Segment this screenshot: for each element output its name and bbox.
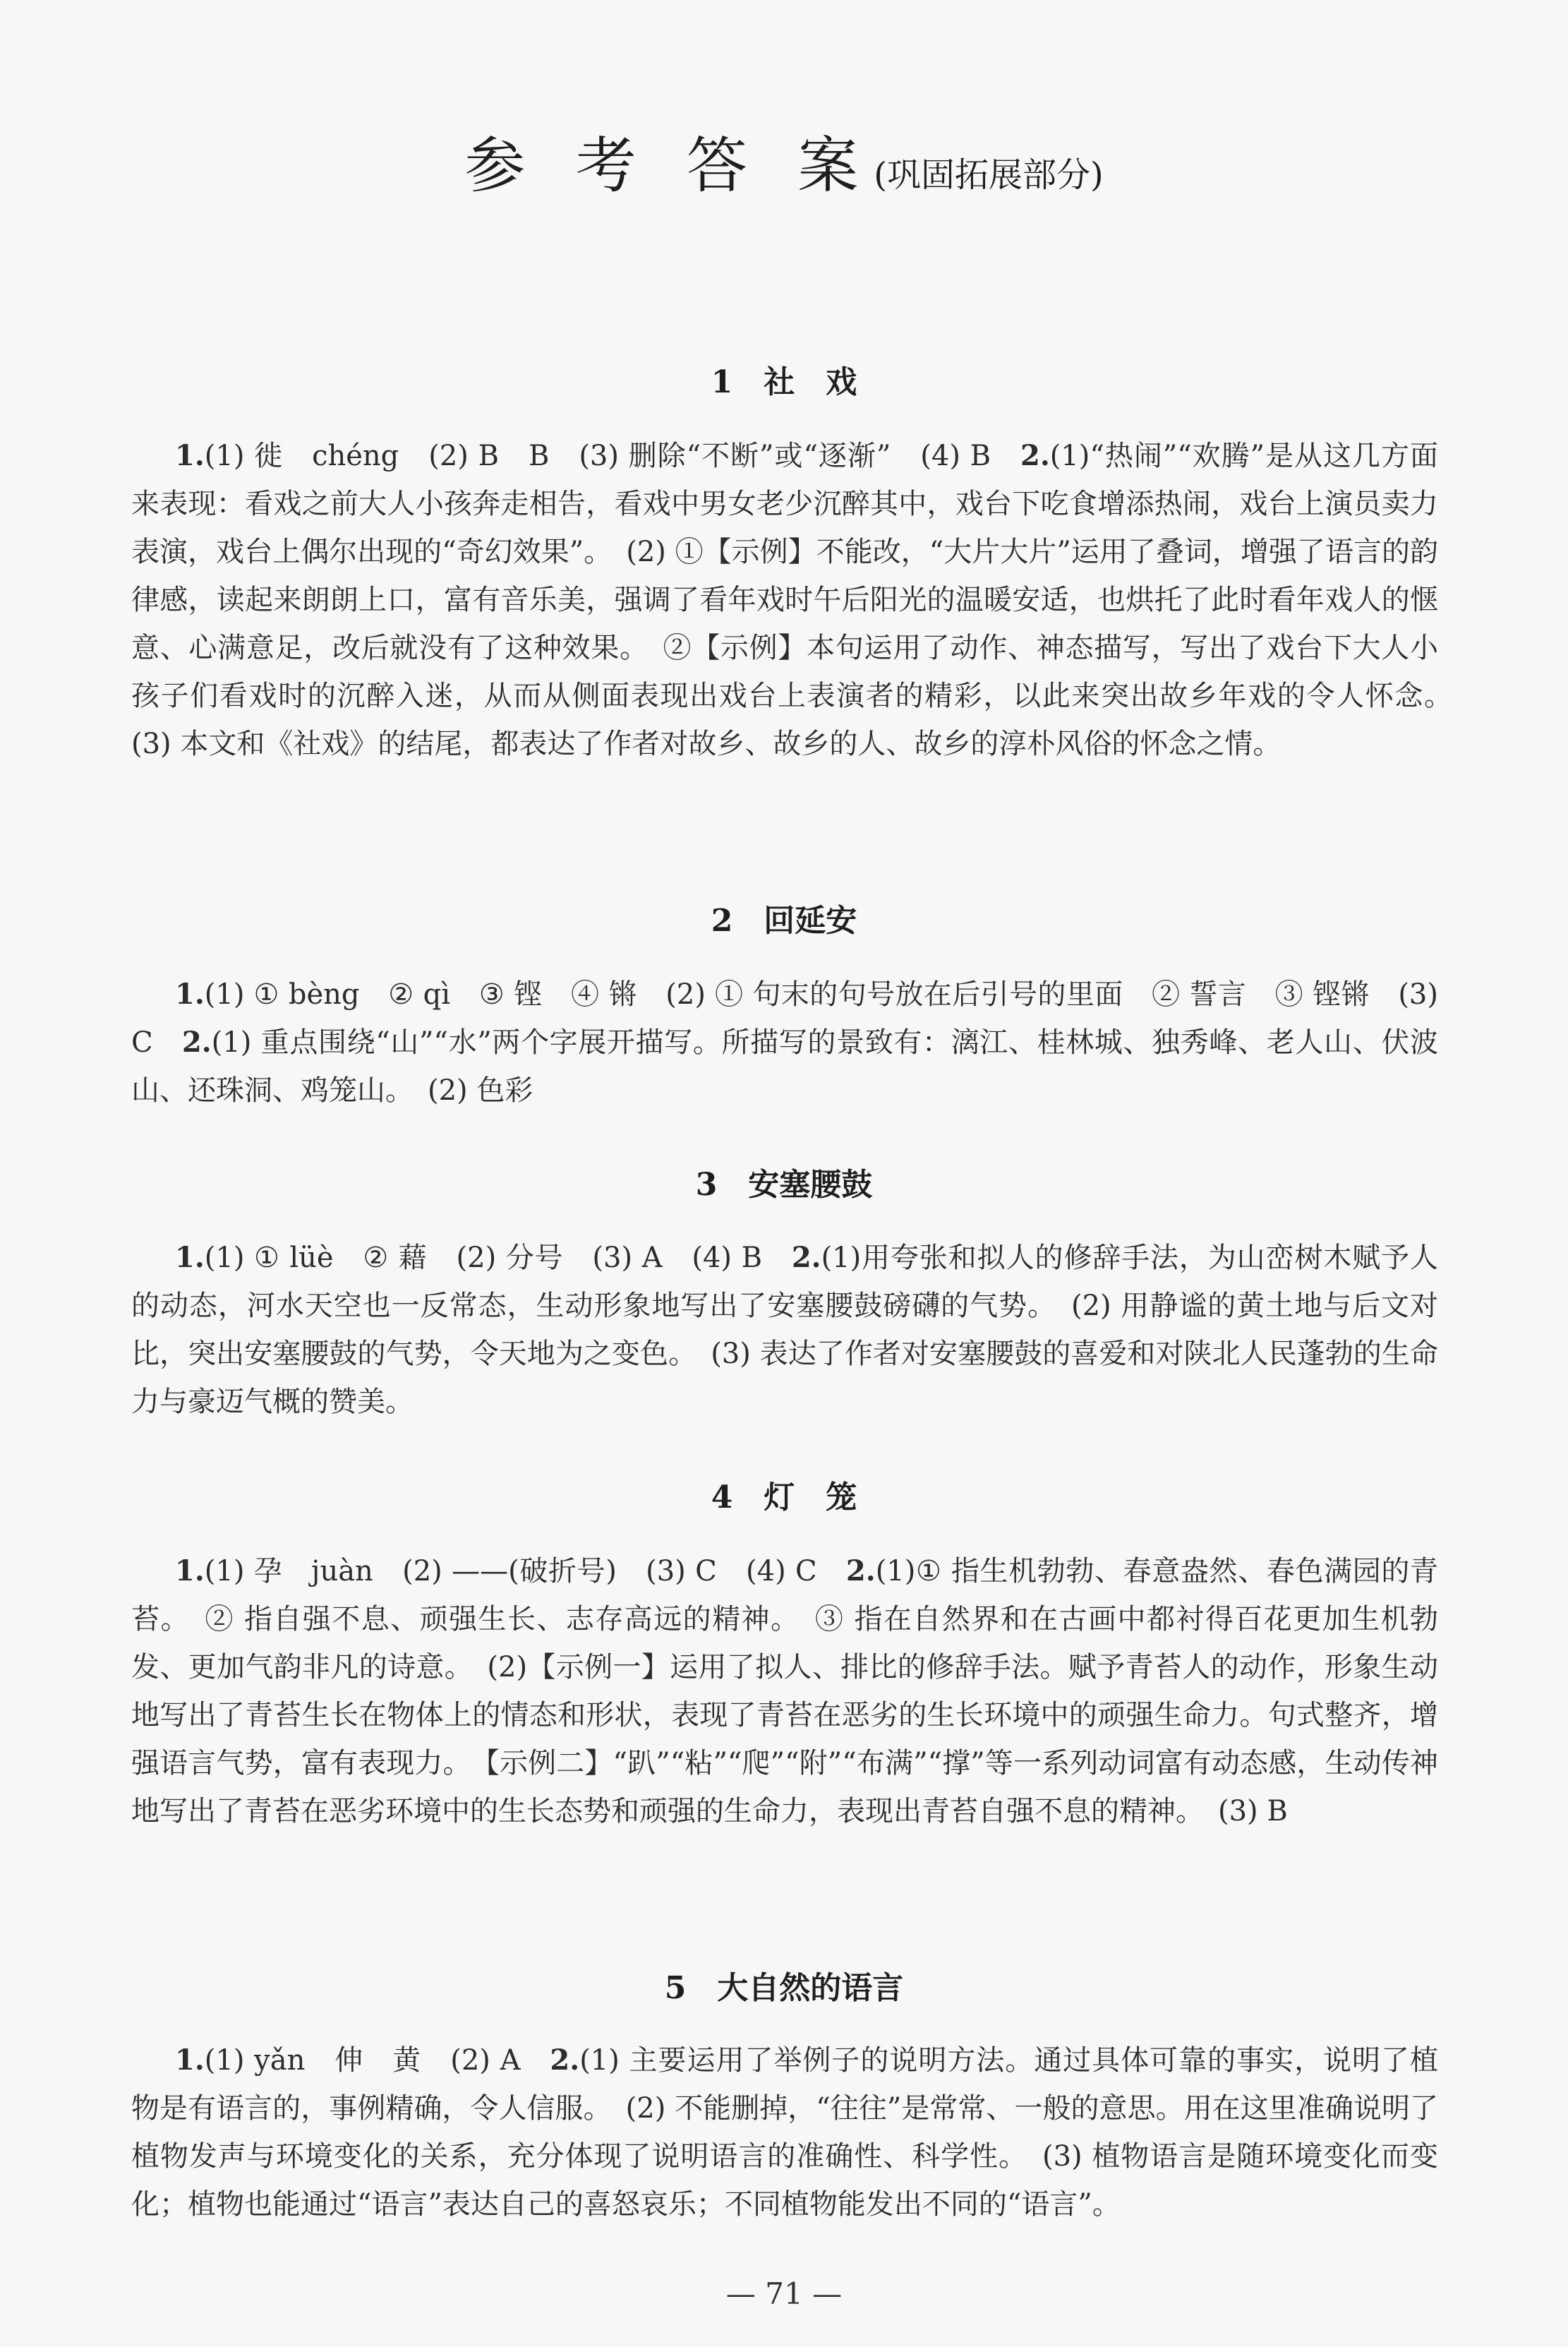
section-title-4: 4 灯 笼	[711, 1479, 857, 1515]
section-answer-5: 1.(1) yǎn 伸 黄 (2) A 2.(1) 主要运用了举例子的说明方法。通过具体可靠的事实，说明了植物是有语言的，事例精确，令人信服。 (2) 不能删掉，“往往”是常常、一般的意思。用在这里准确说明了植物发声与环境变化的关系，充分体现了说明语言的准确性、科学性。 (3) 植物语言是随环境变化而变化；植物也能通过“语言”表达自己的喜怒哀乐；不同植物能发出不同的“语言”。	[131, 2043, 1439, 2221]
page-number: — 71 —	[725, 2276, 843, 2311]
section-answer-3: 1.(1) ① lüè ② 藉 (2) 分号 (3) A (4) B 2.(1)用夸张和拟人的修辞手法，为山峦树木赋予人的动态，河水天空也一反常态，生动形象地写出了安塞腰鼓磅礴的气势。 (2) 用静谧的黄土地与后文对比，突出安塞腰鼓的气势，令天地为之变色。 (3) 表达了作者对安塞腰鼓的喜爱和对陕北人民蓬勃的生命力与豪迈气概的赞美。	[131, 1241, 1439, 1418]
section-title-2: 2 回延安	[711, 903, 857, 939]
page-title	[0, 116, 1568, 204]
section-answer-1: 1.(1) 徙 chéng (2) B B (3) 删除“不断”或“逐渐” (4) B 2.(1)“热闹”“欢腾”是从这几方面来表现：看戏之前大人小孩奔走相告，看戏中男女老少沉醉其中，戏台下吃食增添热闹，戏台上演员卖力表演，戏台上偶尔出现的“奇幻效果”。 (2) ①【示例】不能改，“大片大片”运用了叠词，增强了语言的韵律感，读起来朗朗上口，富有音乐美，强调了看年戏时午后阳光的温暖安适，也烘托了此时看年戏人的惬意、心满意足，改后就没有了这种效果。 ②【示例】本句运用了动作、神态描写，写出了戏台下大人小孩子们看戏时的沉醉入迷，从而从侧面表现出戏台上表演者的精彩，以此来突出故乡年戏的令人怀念。 (3) 本文和《社戏》的结尾，都表达了作者对故乡、故乡的人、故乡的淳朴风俗的怀念之情。	[131, 439, 1466, 760]
section-answer-4: 1.(1) 孕 juàn (2) ——(破折号) (3) C (4) C 2.(1)① 指生机勃勃、春意盎然、春色满园的青苔。 ② 指自强不息、顽强生长、志存高远的精神。 ③ 指在自然界和在古画中都衬得百花更加生机勃发、更加气韵非凡的诗意。 (2)【示例一】运用了拟人、排比的修辞手法。赋予青苔人的动作，形象生动地写出了青苔生长在物体上的情态和形状，表现了青苔在恶劣的生长环境中的顽强生命力。句式整齐，增强语言气势，富有表现力。 【示例二】“趴”“粘”“爬”“附”“布满”“撑”等一系列动词富有动态感，生动传神地写出了青苔在恶劣环境中的生长态势和顽强的生命力，表现出青苔自强不息的精神。 (3) B	[131, 1554, 1439, 1827]
section-answer-2: 1.(1) ① bèng ② qì ③ 铿 ④ 锵 (2) ① 句末的句号放在后引号的里面 ② 誓言 ③ 铿锵 (3) C 2.(1) 重点围绕“山”“水”两个字展开描写。所描写的景致有：漓江、桂林城、独秀峰、老人山、伏波山、还珠洞、鸡笼山。 (2) 色彩	[131, 978, 1439, 1107]
section-title-5: 5 大自然的语言	[664, 1970, 904, 2006]
section-title-1: 1 社 戏	[711, 364, 857, 400]
section-title-3: 3 安塞腰鼓	[695, 1167, 873, 1203]
title-subtitle: (巩固拓展部分)	[874, 155, 1104, 195]
title-main: 参 考 答 案	[464, 131, 874, 201]
